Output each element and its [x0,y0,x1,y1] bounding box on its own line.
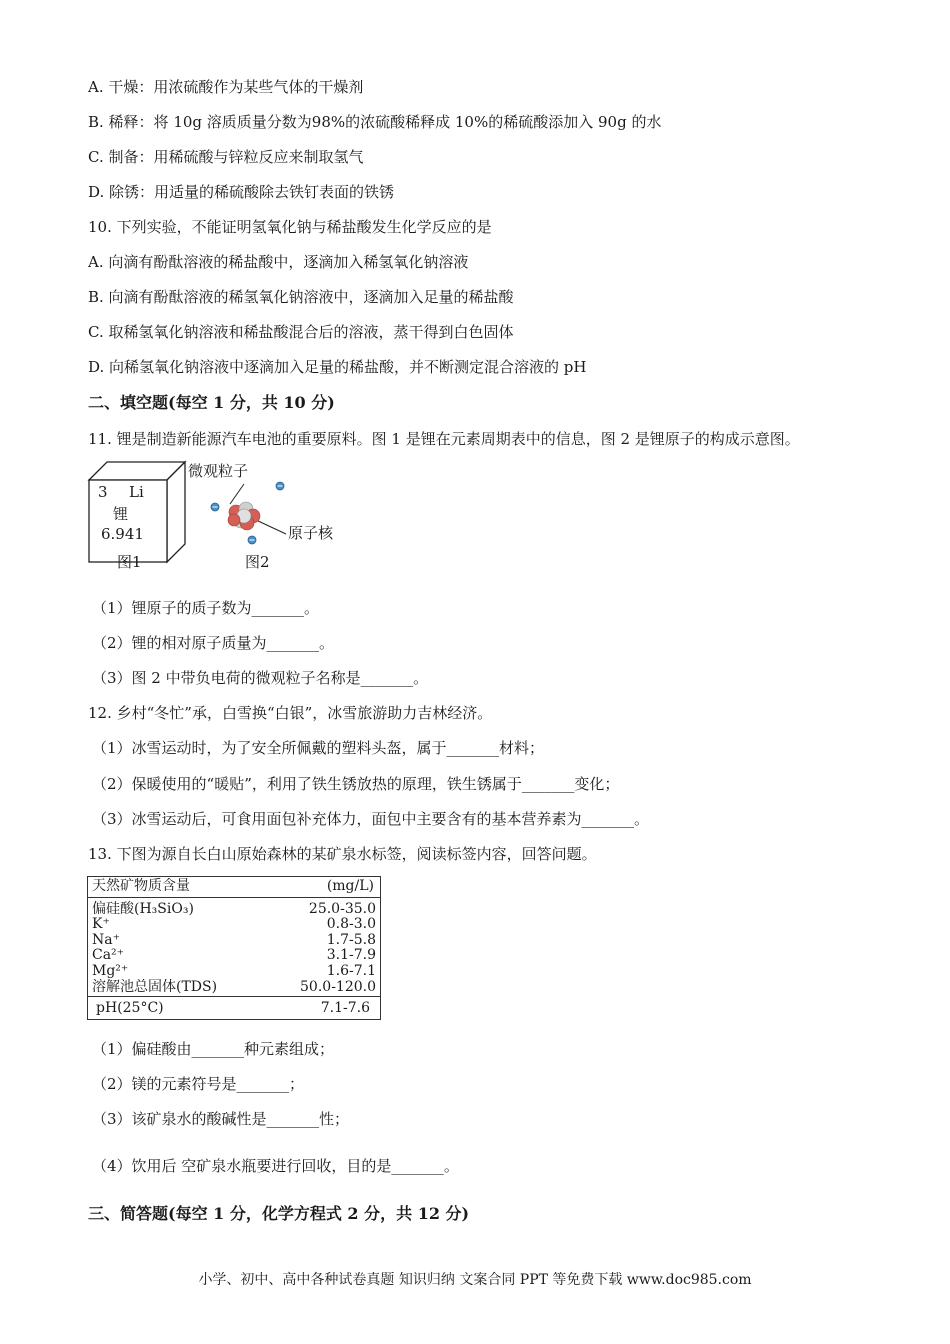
option-a-dry: A. 干燥：用浓硫酸作为某些气体的干燥剂 [88,78,364,96]
option-b-dilute: B. 稀释：将 10g 溶质质量分数为98%的浓硫酸稀释成 10%的稀硫酸添加入 90g 的水 [88,113,662,131]
mineral-name: 溶解池总固体(TDS) [92,979,218,995]
ph-label: pH(25°C) [96,1000,164,1016]
mineral-header-title: 天然矿物质含量 [92,878,190,894]
label-nucleus: 原子核 [288,524,334,542]
section-3-heading: 三、简答题(每空 1 分，化学方程式 2 分，共 12 分) [88,1204,470,1223]
mineral-value: 1.7-5.8 [326,932,376,948]
mineral-value: 1.6-7.1 [326,963,376,979]
mineral-name: K⁺ [92,916,110,932]
figure-2-caption: 图2 [245,553,270,571]
mineral-name: Mg²⁺ [92,963,129,979]
mineral-row [92,917,376,932]
mineral-ph-row [88,996,380,1020]
question-11-part-3: （3）图 2 中带负电荷的微观粒子名称是_______。 [92,669,429,687]
mineral-value: 50.0-120.0 [300,979,376,995]
lithium-name: 锂 [113,505,129,523]
question-10-option-d: D. 向稀氢氧化钠溶液中逐滴加入足量的稀盐酸，并不断测定混合溶液的 pH [88,358,587,376]
label-micro-particle: 微观粒子 [188,462,249,480]
mineral-header-unit: (mg/L) [326,878,374,894]
option-d-derust: D. 除锈：用适量的稀硫酸除去铁钉表面的铁锈 [88,183,395,201]
question-13-part-1: （1）偏硅酸由_______种元素组成； [92,1040,335,1058]
question-12-part-2: （2）保暖使用的“暖贴”，利用了铁生锈放热的原理，铁生锈属于_______变化； [92,775,620,793]
mineral-row [92,980,376,995]
mineral-name: Ca²⁺ [92,947,125,963]
question-13-part-4: （4）饮用后 空矿泉水瓶要进行回收，目的是_______。 [92,1157,459,1175]
mineral-value: 0.8-3.0 [326,916,376,932]
question-13: 13. 下图为源自长白山原始森林的某矿泉水标签，阅读标签内容，回答问题。 [88,845,597,863]
section-2-heading: 二、填空题(每空 1 分，共 10 分) [88,393,335,412]
lithium-symbol: Li [129,483,144,501]
mineral-value: 3.1-7.9 [326,947,376,963]
question-12: 12. 乡村“冬忙”承，白雪换“白银”，冰雪旅游助力吉林经济。 [88,704,493,722]
page-footer: 小学、初中、高中各种试卷真题 知识归纳 文案合同 PPT 等免费下载 www.doc985.com [198,1272,752,1288]
mineral-row [92,948,376,963]
figure-1-caption: 图1 [117,553,142,571]
mineral-value: 25.0-35.0 [308,901,376,917]
question-10-option-c: C. 取稀氢氧化钠溶液和稀盐酸混合后的溶液，蒸干得到白色固体 [88,323,514,341]
question-11-part-2: （2）锂的相对原子质量为_______。 [92,634,335,652]
option-c-prepare: C. 制备：用稀硫酸与锌粒反应来制取氢气 [88,148,364,166]
question-10: 10. 下列实验，不能证明氢氧化钠与稀盐酸发生化学反应的是 [88,218,492,236]
lithium-atomic-mass: 6.941 [101,525,144,543]
mineral-name: 偏硅酸(H₃SiO₃) [92,901,194,917]
mineral-label-header [88,877,380,898]
mineral-row [92,933,376,948]
question-13-part-2: （2）镁的元素符号是_______； [92,1075,305,1093]
mineral-row [92,964,376,979]
question-11: 11. 锂是制造新能源汽车电池的重要原料。图 1 是锂在元素周期表中的信息，图 2 是锂原子的构成示意图。 [88,430,800,448]
ph-value: 7.1-7.6 [320,1000,370,1016]
question-11-part-1: （1）锂原子的质子数为_______。 [92,599,320,617]
mineral-row [92,902,376,917]
lithium-atomic-number: 3 [98,483,108,501]
question-10-option-a: A. 向滴有酚酞溶液的稀盐酸中，逐滴加入稀氢氧化钠溶液 [88,253,469,271]
question-12-part-1: （1）冰雪运动时，为了安全所佩戴的塑料头盔，属于_______材料； [92,739,545,757]
question-12-part-3: （3）冰雪运动后，可食用面包补充体力，面包中主要含有的基本营养素为_______。 [92,810,650,828]
mineral-name: Na⁺ [92,932,120,948]
question-10-option-b: B. 向滴有酚酞溶液的稀氢氧化钠溶液中，逐滴加入足量的稀盐酸 [88,288,514,306]
nucleus-icon [228,502,260,530]
question-13-part-3: （3）该矿泉水的酸碱性是_______性； [92,1110,350,1128]
mineral-water-label [87,876,381,1020]
